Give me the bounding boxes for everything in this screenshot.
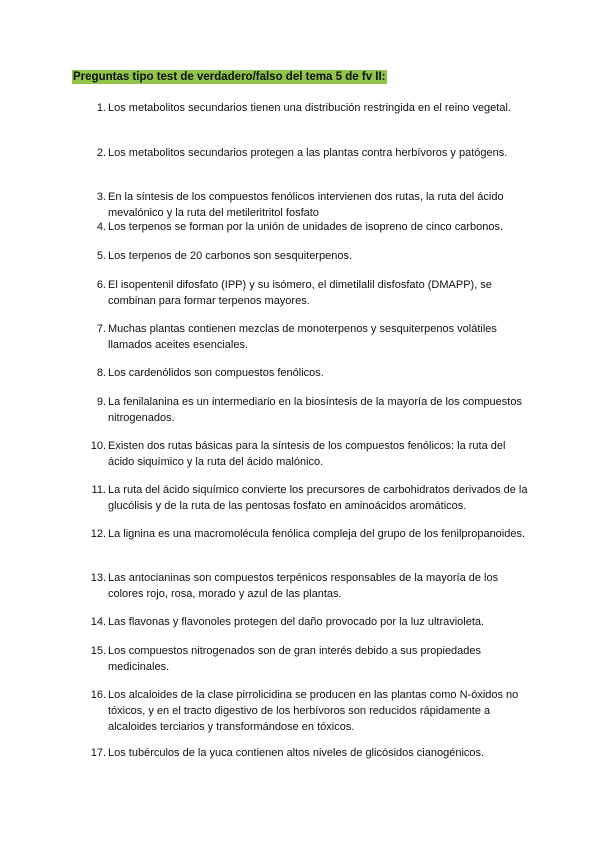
question-text: La fenilalanina es un intermediario en la biosíntesis de la mayoría de los compuestos nitrogenados. xyxy=(108,396,522,424)
question-number: 4. xyxy=(96,221,106,233)
question-text: Los compuestos nitrogenados son de gran interés debido a sus propiedades medicinales. xyxy=(108,645,482,673)
question-number: 17. xyxy=(90,747,106,759)
question-text: Existen dos rutas básicas para la síntesis de los compuestos fenólicos: la ruta del ácido siquímico y la ruta del ácido malónico. xyxy=(108,440,506,468)
question-number: 15. xyxy=(90,645,106,657)
page-title: Preguntas tipo test de verdadero/falso del tema 5 de fv II: xyxy=(73,71,386,83)
question-number: 5. xyxy=(96,250,106,262)
question-number: 11. xyxy=(91,484,106,496)
question-number: 13. xyxy=(90,572,106,584)
question-text: La ruta del ácido siquímico convierte los precursores de carbohidratos derivados de la glucólisis y de la ruta de las pentosas fosfato en aminoácidos aromáticos. xyxy=(108,484,528,512)
question-text: En la síntesis de los compuestos fenólicos intervienen dos rutas, la ruta del ácido mevalónico y la ruta del metileritritol fosfato xyxy=(108,191,504,219)
question-text: Las antocianinas son compuestos terpénicos responsables de la mayoría de los colores rojo, rosa, morado y azul de las plantas. xyxy=(108,572,499,600)
question-text: La lignina es una macromolécula fenólica compleja del grupo de los fenilpropanoides. xyxy=(108,528,526,540)
question-text: Los tubérculos de la yuca contienen altos niveles de glicósidos cianogénicos. xyxy=(108,747,485,759)
question-text: Los metabolitos secundarios protegen a las plantas contra herbívoros y patógens. xyxy=(108,147,508,159)
question-number: 1. xyxy=(96,102,106,114)
question-text: Los alcaloides de la clase pirrolicidina se producen en las plantas como N-óxidos no tóxicos, y en el tracto digestivo de los herbívoros son reducidos rápidamente a alcaloides terciarios y transformándose en tóxicos. xyxy=(108,689,519,733)
question-number: 3. xyxy=(96,191,106,203)
question-text: Los metabolitos secundarios tienen una distribución restringida en el reino vegetal. xyxy=(108,102,511,114)
question-text: El isopentenil difosfato (IPP) y su isómero, el dimetilalil disfosfato (DMAPP), se combinan para formar terpenos mayores. xyxy=(108,279,492,307)
question-number: 12. xyxy=(90,528,106,540)
question-number: 16. xyxy=(90,689,106,701)
question-number: 2. xyxy=(96,147,106,159)
question-number: 8. xyxy=(96,367,106,379)
question-text: Los terpenos se forman por la unión de unidades de isopreno de cinco carbonos. xyxy=(108,221,504,233)
question-text: Las flavonas y flavonoles protegen del daño provocado por la luz ultravioleta. xyxy=(108,616,485,628)
question-number: 14. xyxy=(90,616,106,628)
question-text: Muchas plantas contienen mezclas de monoterpenos y sesquiterpenos volátiles llamados aceites esenciales. xyxy=(108,323,497,351)
question-text: Los terpenos de 20 carbonos son sesquiterpenos. xyxy=(108,250,352,262)
question-number: 6. xyxy=(96,279,106,291)
question-number: 9. xyxy=(96,396,106,408)
question-number: 10. xyxy=(90,440,106,452)
question-number: 7. xyxy=(96,323,106,335)
question-text: Los cardenólidos son compuestos fenólicos. xyxy=(108,367,324,379)
